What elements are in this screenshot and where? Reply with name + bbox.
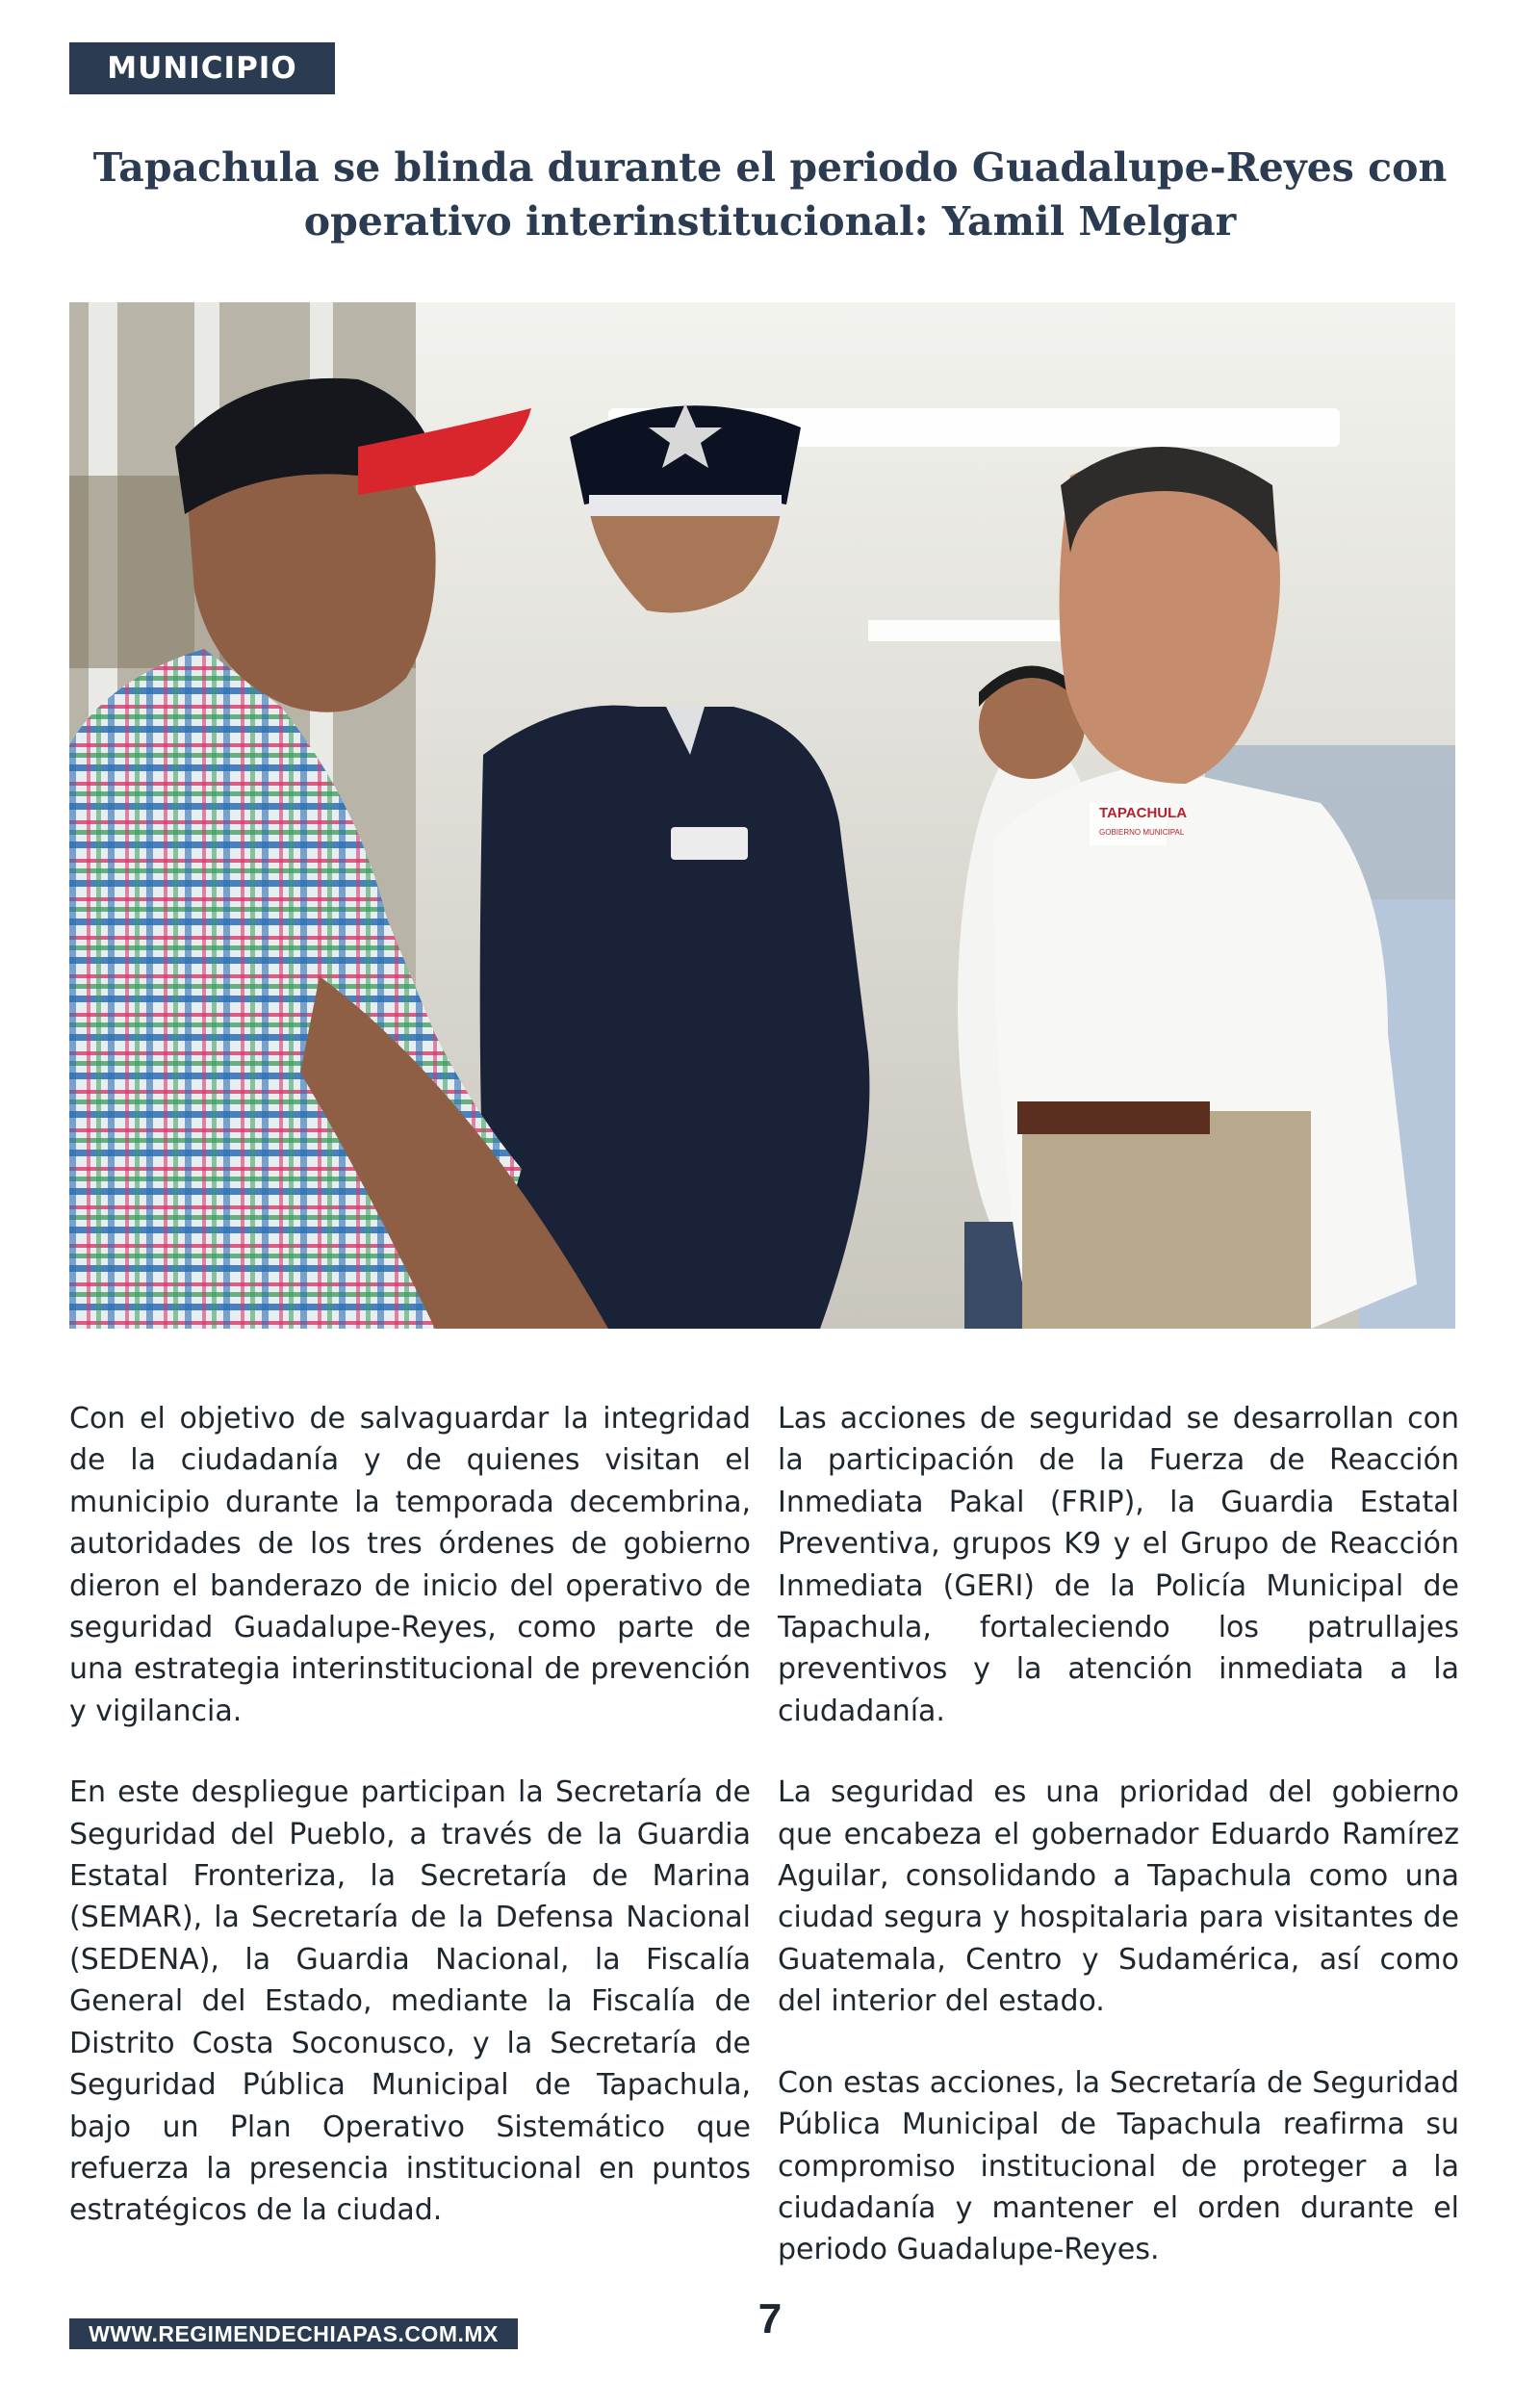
article-column-left (69, 1398, 751, 2271)
article-headline: Tapachula se blinda durante el periodo Guadalupe-Reyes con operativo interinstitucional: Yamil Melgar (92, 144, 1448, 245)
paragraph: La seguridad es una prioridad del gobierno que encabeza el gobernador Eduardo Ramírez Aguilar, consolidando a Tapachula como una ciudad segura y hospitalaria para visitantes de Guatemala, Centro y Sudamérica, así como del interior del estado. (778, 1775, 1459, 2019)
shirt-print-bottom: GOBIERNO MUNICIPAL (1099, 828, 1185, 837)
article-photo (69, 302, 1455, 1329)
paragraph: En este despliegue participan la Secretaría de Seguridad del Pueblo, a través de la Guardia Estatal Fronteriza, la Secretaría de Marina (SEMAR), la Secretaría de la Defensa Nacional (SEDENA), la Guardia Nacional, la Fiscalía General del Estado, mediante la Fiscalía de Distrito Costa Soconusco, y la Secretaría de Seguridad Pública Municipal de Tapachula, bajo un Plan Operativo Sistemático que refuerza la presencia institucional en puntos estratégicos de la ciudad. (69, 1775, 751, 2228)
article-column-right (778, 1398, 1459, 2311)
section-tag: MUNICIPIO (69, 42, 335, 94)
paragraph: Las acciones de seguridad se desarrollan con la participación de la Fuerza de Reacción Inmediata Pakal (FRIP), la Guardia Estatal Preventiva, grupos K9 y el Grupo de Reacción Inmediata (GERI) de la Policía Municipal de Tapachula, fortaleciendo los patrullajes preventivos y la atención inmediata a la ciudadanía. (778, 1402, 1459, 1728)
photo-illustration (69, 302, 1455, 1329)
shirt-print-top: TAPACHULA (1099, 805, 1188, 821)
page-number: 7 (757, 2295, 783, 2342)
website-footer-link[interactable]: WWW.REGIMENDECHIAPAS.COM.MX (69, 2318, 518, 2349)
paragraph: Con estas acciones, la Secretaría de Seguridad Pública Municipal de Tapachula reafirma su compromiso institucional de proteger a la ciudadanía y mantener el orden durante el periodo Guadalupe-Reyes. (778, 2065, 1459, 2267)
paragraph: Con el objetivo de salvaguardar la integridad de la ciudadanía y de quienes visitan el municipio durante la temporada decembrina, autoridades de los tres órdenes de gobierno dieron el banderazo de inicio del operativo de seguridad Guadalupe-Reyes, como parte de una estrategia interinstitucional de prevención y vigilancia. (69, 1402, 751, 1728)
